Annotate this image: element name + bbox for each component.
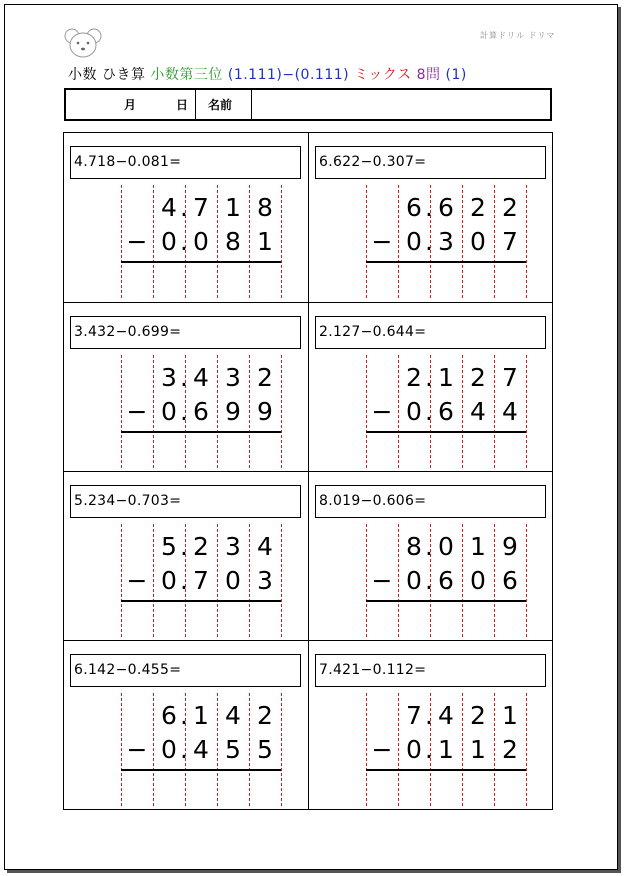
problem-expression: 2.127−0.644= (315, 316, 546, 349)
subtrahend-digit: 0 (406, 227, 422, 256)
title-part-pattern: (1.111)−(0.111) (227, 67, 350, 83)
subtrahend-digit: 1 (438, 735, 454, 764)
minuend-digit: 2 (193, 532, 209, 561)
decimal-point: . (180, 397, 188, 426)
guide-line (526, 355, 527, 468)
minuend-digit: 2 (470, 193, 486, 222)
subtrahend-digit: 5 (225, 735, 241, 764)
title-part-mix: ミックス (354, 67, 412, 83)
answer-area[interactable] (153, 603, 281, 635)
answer-area[interactable] (153, 772, 281, 804)
subtrahend-digit: 4 (470, 397, 486, 426)
problem-cell (64, 302, 308, 471)
guide-line (281, 524, 282, 637)
minus-sign: − (371, 227, 393, 256)
subtrahend-digit: 1 (257, 227, 273, 256)
minuend-digit: 2 (502, 193, 518, 222)
subtrahend-digit: 0 (161, 397, 177, 426)
subtrahend-digit: 0 (470, 566, 486, 595)
problem-cell (308, 471, 552, 640)
guide-line (526, 524, 527, 637)
answer-area[interactable] (398, 264, 526, 296)
problem-cell (308, 133, 552, 302)
decimal-point: . (425, 735, 433, 764)
decimal-point: . (180, 735, 188, 764)
minuend-digit: 4 (193, 363, 209, 392)
problem-expression: 5.234−0.703= (70, 485, 301, 518)
title-part-subject: 小数 ひき算 (68, 67, 146, 83)
answer-line (121, 769, 281, 771)
minus-sign: − (126, 566, 148, 595)
title-part-number: (1) (445, 67, 467, 83)
minus-sign: − (126, 397, 148, 426)
answer-line (121, 431, 281, 433)
minuend-digit: 1 (193, 701, 209, 730)
minuend-digit: 3 (161, 363, 177, 392)
problem-expression: 3.432−0.699= (70, 316, 301, 349)
minus-sign: − (126, 735, 148, 764)
subtrahend-digit: 0 (406, 566, 422, 595)
problem-grid (63, 132, 553, 810)
subtrahend-digit: 2 (502, 735, 518, 764)
name-date-box (64, 88, 552, 121)
answer-area[interactable] (153, 264, 281, 296)
subtrahend-digit: 6 (438, 566, 454, 595)
subtrahend-digit: 7 (193, 566, 209, 595)
decimal-point: . (425, 363, 433, 392)
problem-expression: 4.718−0.081= (70, 146, 301, 179)
minuend-digit: 6 (438, 193, 454, 222)
minuend-digit: 2 (470, 701, 486, 730)
subtrahend-digit: 4 (502, 397, 518, 426)
minuend-digit: 7 (502, 363, 518, 392)
subtrahend-digit: 8 (225, 227, 241, 256)
minuend-digit: 4 (257, 532, 273, 561)
decimal-point: . (180, 701, 188, 730)
subtrahend-digit: 0 (161, 566, 177, 595)
minuend-digit: 0 (438, 532, 454, 561)
answer-line (366, 431, 526, 433)
minus-sign: − (126, 227, 148, 256)
subtrahend-digit: 3 (257, 566, 273, 595)
brand-label: 計算ドリル ドリマ (480, 31, 556, 40)
subtrahend-digit: 9 (257, 397, 273, 426)
page-title (68, 64, 467, 84)
month-label: 月 (124, 98, 137, 112)
answer-line (121, 600, 281, 602)
subtrahend-digit: 4 (193, 735, 209, 764)
subtrahend-digit: 1 (470, 735, 486, 764)
guide-line (281, 693, 282, 806)
minuend-digit: 4 (438, 701, 454, 730)
guide-line (281, 355, 282, 468)
minuend-digit: 8 (257, 193, 273, 222)
decimal-point: . (425, 193, 433, 222)
subtrahend-digit: 7 (502, 227, 518, 256)
problem-expression: 6.142−0.455= (70, 654, 301, 687)
answer-line (366, 769, 526, 771)
subtrahend-digit: 0 (225, 566, 241, 595)
minuend-digit: 1 (225, 193, 241, 222)
subtrahend-digit: 3 (438, 227, 454, 256)
minuend-digit: 1 (438, 363, 454, 392)
decimal-point: . (425, 566, 433, 595)
name-label: 名前 (208, 98, 233, 112)
mouse-face-icon (64, 26, 102, 60)
minuend-digit: 7 (193, 193, 209, 222)
decimal-point: . (180, 566, 188, 595)
problem-expression: 6.622−0.307= (315, 146, 546, 179)
minuend-digit: 2 (406, 363, 422, 392)
title-part-level: 小数第三位 (150, 67, 223, 83)
problem-expression: 7.421−0.112= (315, 654, 546, 687)
decimal-point: . (180, 363, 188, 392)
minuend-digit: 4 (161, 193, 177, 222)
decimal-point: . (425, 227, 433, 256)
subtrahend-digit: 0 (161, 735, 177, 764)
problem-cell (64, 133, 308, 302)
minuend-digit: 6 (406, 193, 422, 222)
subtrahend-digit: 6 (193, 397, 209, 426)
answer-area[interactable] (153, 434, 281, 466)
minus-sign: − (371, 397, 393, 426)
minus-sign: − (371, 735, 393, 764)
subtrahend-digit: 0 (406, 397, 422, 426)
problem-cell (64, 471, 308, 640)
decimal-point: . (180, 227, 188, 256)
problem-cell (308, 640, 552, 809)
minuend-digit: 4 (225, 701, 241, 730)
subtrahend-digit: 0 (193, 227, 209, 256)
day-label: 日 (176, 98, 189, 112)
decimal-point: . (180, 532, 188, 561)
minuend-digit: 8 (406, 532, 422, 561)
minuend-digit: 2 (257, 363, 273, 392)
problem-expression: 8.019−0.606= (315, 485, 546, 518)
minuend-digit: 5 (161, 532, 177, 561)
guide-line (526, 185, 527, 298)
subtrahend-digit: 0 (161, 227, 177, 256)
problem-cell (64, 640, 308, 809)
subtrahend-digit: 9 (225, 397, 241, 426)
minuend-digit: 3 (225, 532, 241, 561)
guide-line (526, 693, 527, 806)
minuend-digit: 2 (257, 701, 273, 730)
date-field[interactable] (66, 90, 196, 119)
guide-line (281, 185, 282, 298)
minuend-digit: 6 (161, 701, 177, 730)
subtrahend-digit: 0 (470, 227, 486, 256)
minuend-digit: 2 (470, 363, 486, 392)
minuend-digit: 1 (470, 532, 486, 561)
minus-sign: − (371, 566, 393, 595)
minuend-digit: 3 (225, 363, 241, 392)
name-field[interactable] (252, 90, 550, 119)
answer-line (366, 600, 526, 602)
name-label-cell (196, 90, 252, 119)
answer-line (121, 261, 281, 263)
answer-line (366, 261, 526, 263)
decimal-point: . (425, 397, 433, 426)
subtrahend-digit: 5 (257, 735, 273, 764)
title-part-count: 8問 (416, 67, 441, 83)
subtrahend-digit: 0 (406, 735, 422, 764)
decimal-point: . (180, 193, 188, 222)
answer-area[interactable] (398, 772, 526, 804)
minuend-digit: 7 (406, 701, 422, 730)
subtrahend-digit: 6 (438, 397, 454, 426)
subtrahend-digit: 6 (502, 566, 518, 595)
decimal-point: . (425, 532, 433, 561)
problem-cell (308, 302, 552, 471)
decimal-point: . (425, 701, 433, 730)
answer-area[interactable] (398, 603, 526, 635)
answer-area[interactable] (398, 434, 526, 466)
minuend-digit: 9 (502, 532, 518, 561)
minuend-digit: 1 (502, 701, 518, 730)
